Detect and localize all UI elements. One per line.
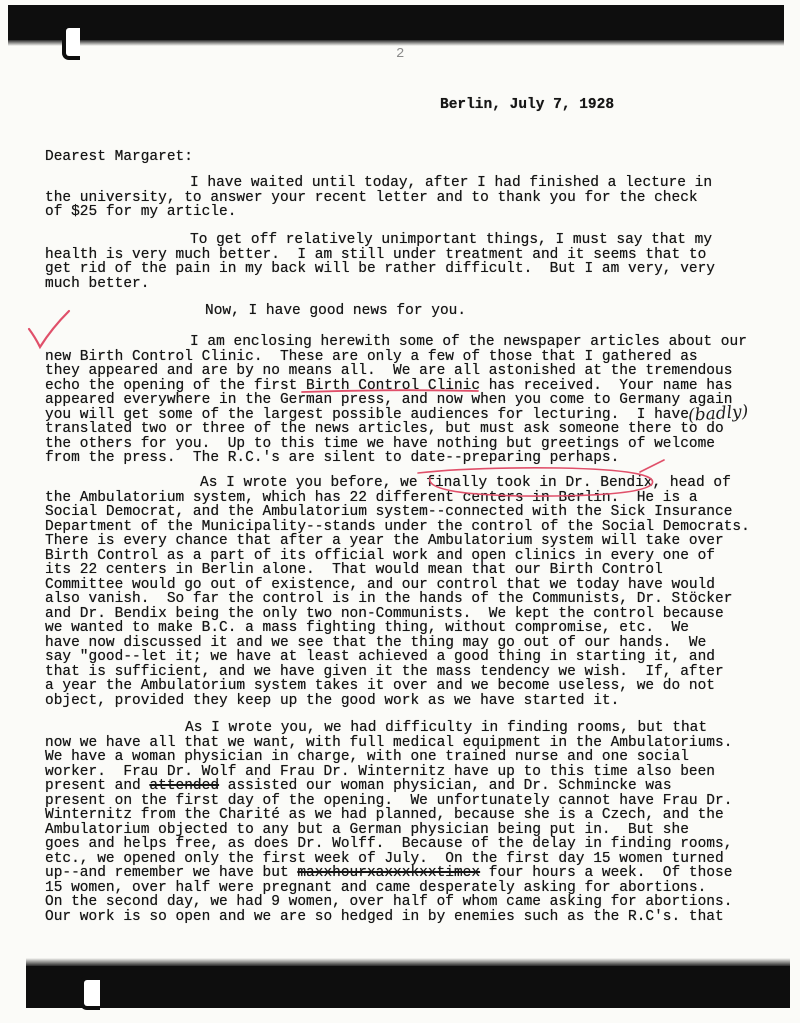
- letter-line: 15 women, over half were pregnant and came desperately asking for abortions.: [45, 879, 707, 896]
- letter-line: a year the Ambulatorium system takes it over and we become useless, we do not: [45, 678, 716, 694]
- letter-line: now we have all that we want, with full medical equipment in the Ambulatoriums.: [45, 734, 733, 751]
- letter-line: Birth Control as a part of its official work and open clinics in every one of: [45, 547, 716, 564]
- line-text: up--and remember we have but: [45, 865, 298, 881]
- letter-line: Our work is so open and we are so hedged in by enemies such as the R.C's. that: [45, 908, 724, 925]
- letter-line: To get off relatively unimportant things, I must say that my: [190, 232, 713, 248]
- letter-line: that is sufficient, and we have given it the mass tendency we wish. If, after: [45, 663, 724, 680]
- letter-line: As I wrote you before, we finally took in Dr. Bendix, head of: [200, 475, 731, 491]
- letter-line: of $25 for my article.: [45, 204, 237, 220]
- letter-line: Ambulatorium objected to any but a German physician being put in. But she: [45, 821, 689, 838]
- salutation: Dearest Margaret:: [45, 149, 193, 165]
- letter-line: We have a woman physician in charge, with one trained nurse and one social: [45, 749, 689, 765]
- letter-line: present on the first day of the opening. We unfortunately cannot have Frau Dr.: [45, 792, 733, 809]
- line-text: assisted our woman physician, and Dr. Schmincke was: [219, 778, 672, 794]
- scan-bottom-edge: [26, 966, 790, 1008]
- line-text: present and: [45, 778, 150, 794]
- scan-top-edge: [8, 5, 784, 41]
- letter-line: translated two or three of the news articles, but must ask someone there to do: [45, 421, 724, 437]
- letter-line: you will get some of the largest possible audiences for lecturing. I have: [45, 406, 689, 423]
- letter-line: say "good--let it; we have at least achieved a good thing in starting it, and: [45, 649, 716, 665]
- letter-line: worker. Frau Dr. Wolf and Frau Dr. Winternitz have up to this time also been: [45, 763, 716, 780]
- dateline: Berlin, July 7, 1928: [440, 97, 615, 113]
- struck-out-word: attended: [149, 778, 220, 794]
- page-number: 2: [396, 46, 405, 62]
- paragraph-3: [45, 304, 466, 319]
- paper-clip-mark-bottom: [80, 976, 100, 1010]
- letter-line: have now discussed it and we see that the thing may go out of our hands. We: [45, 634, 707, 651]
- letter-line: There is every chance that after a year the Ambulatorium system will take over: [45, 533, 724, 549]
- letter-line: appeared everywhere in the German press, and now when you come to Germany again: [45, 392, 733, 408]
- letter-line: Department of the Municipality--stands under the control of the Social Democrats.: [45, 518, 750, 535]
- letter-line: I am enclosing herewith some of the newspaper articles about our: [190, 334, 747, 350]
- letter-line: I have waited until today, after I had finished a lecture in: [190, 175, 713, 191]
- paragraph-5: [45, 476, 750, 708]
- letter-line: the Ambulatorium system, which has 22 different centers in Berlin. He is a: [45, 489, 698, 506]
- struck-out-text: maxxhourxaxxxkxxtimex: [297, 865, 481, 881]
- scan-bottom-shadow: [26, 958, 790, 966]
- letter-line: Committee would go out of existence, and our control that we today have would: [45, 576, 716, 593]
- letter-line: object, provided they keep up the good work as we have started it.: [45, 692, 620, 709]
- paper-clip-mark-top: [62, 24, 80, 60]
- letter-line: from the press. The R.C.'s are silent to date--preparing perhaps.: [45, 450, 620, 466]
- letter-line: get rid of the pain in my back will be rather difficult. But I am very, very: [45, 261, 716, 277]
- letter-line: also vanish. So far the control is in the hands of the Communists, Dr. Stöcker: [45, 591, 733, 607]
- letter-line: we wanted to make B.C. a mass fighting thing, without compromise, etc. We: [45, 620, 689, 636]
- letter-line: new Birth Control Clinic. These are only a few of those that I gathered as: [45, 348, 698, 365]
- letter-line-with-strikeout: [45, 779, 732, 794]
- letter-line: Now, I have good news for you.: [205, 303, 467, 319]
- letter-line: As I wrote you, we had difficulty in finding rooms, but that: [185, 720, 708, 736]
- paragraph-2: [45, 233, 715, 291]
- letter-line: much better.: [45, 275, 150, 292]
- letter-line: the others for you. Up to this time we have nothing but greetings of welcome: [45, 435, 716, 452]
- letter-line: health is very much better. I am still under treatment and it seems that to: [45, 246, 707, 263]
- margin-note-handwritten: (badly): [687, 401, 749, 426]
- letter-line: Social Democrat, and the Ambulatorium system--connected with the Sick Insurance: [45, 504, 733, 520]
- letter-line: Winternitz from the Charité as we had planned, because she is a Czech, and the: [45, 807, 724, 823]
- letter-line: echo the opening of the first Birth Control Clinic has received. Your name has: [45, 377, 733, 394]
- paragraph-1: [45, 176, 712, 220]
- letter-line: goes and helps free, as does Dr. Wolff. Because of the delay in finding rooms,: [45, 836, 733, 852]
- letter-line: and Dr. Bendix being the only two non-Communists. We kept the control because: [45, 605, 724, 622]
- letter-line: On the second day, we had 9 women, over half of whom came asking for abortions.: [45, 894, 733, 910]
- paragraph-4: [45, 335, 747, 466]
- letter-line: its 22 centers in Berlin alone. That would mean that our Birth Control: [45, 562, 663, 578]
- line-text: four hours a week. Of those: [480, 865, 733, 881]
- letter-line: etc., we opened only the first week of July. On the first day 15 women turned: [45, 850, 724, 867]
- letter-line-with-strikeout: [45, 866, 732, 881]
- paragraph-6: [45, 721, 732, 924]
- letter-line: they appeared and are by no means all. We are all astonished at the tremendous: [45, 363, 733, 379]
- letter-line: the university, to answer your recent letter and to thank you for the check: [45, 189, 698, 206]
